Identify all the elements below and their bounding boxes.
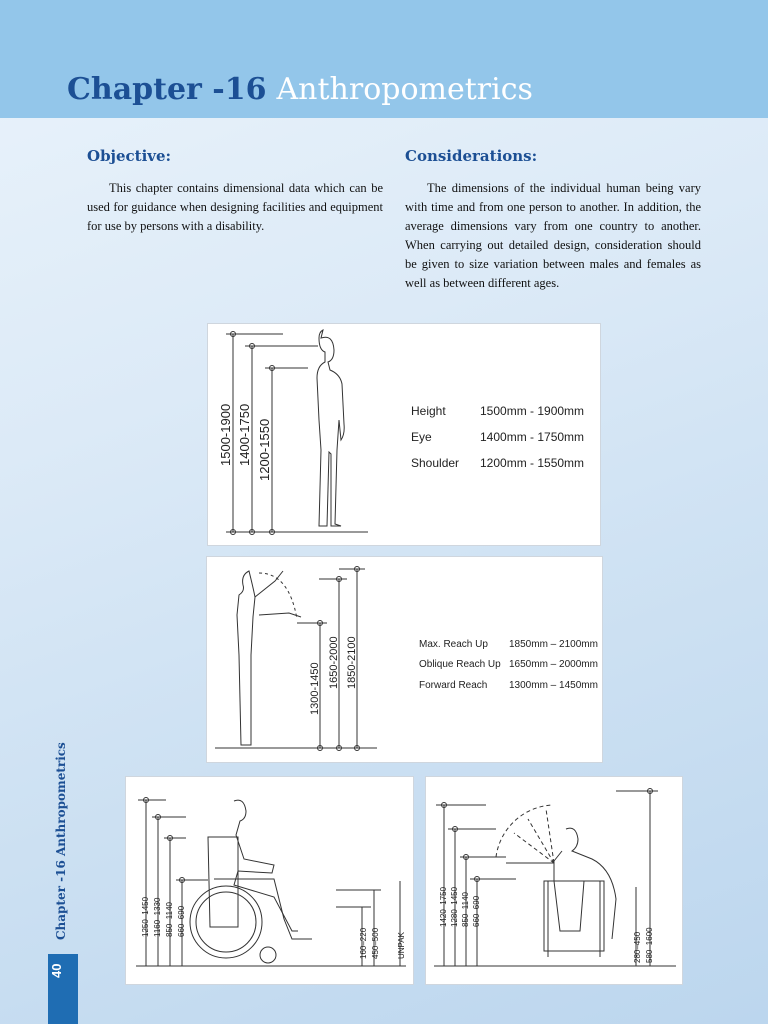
dim-label: 850–1140	[165, 902, 174, 937]
dim-label: 1250–1450	[141, 896, 150, 937]
row-value: 1500mm - 1900mm	[480, 404, 585, 418]
row-value: 1400mm - 1750mm	[480, 430, 585, 444]
dim-label: 160–220	[359, 927, 368, 959]
figure-wheelchair-side	[125, 776, 414, 985]
row-value: 1650mm – 2000mm	[509, 659, 598, 670]
considerations-heading: Considerations:	[405, 147, 538, 165]
dim-label: 1280–1450	[450, 886, 459, 927]
dim-label: 850–1140	[461, 892, 470, 927]
side-chapter-label: Chapter -16 Anthropometrics	[54, 742, 68, 940]
figure-standing-dimensions	[207, 323, 601, 546]
dim-label: 580–1600	[645, 927, 654, 963]
chapter-title	[67, 70, 533, 110]
row-value: 1200mm - 1550mm	[480, 456, 585, 470]
figure-wheelchair-front	[425, 776, 683, 985]
dim-label: 1500-1900	[218, 403, 233, 466]
dim-label: UNPAK	[397, 932, 406, 959]
row-label: Oblique Reach Up	[419, 659, 501, 670]
considerations-section	[405, 147, 701, 293]
dim-label: 660–690	[472, 895, 481, 927]
row-label: Eye	[411, 430, 432, 444]
row-value: 1850mm – 2100mm	[509, 639, 598, 650]
row-label: Shoulder	[411, 456, 460, 470]
row-label: Max. Reach Up	[419, 639, 488, 650]
row-label: Forward Reach	[419, 680, 488, 691]
chapter-number: Chapter -16	[67, 72, 267, 107]
objective-section	[87, 147, 383, 236]
dim-label: 1850-2100	[346, 636, 358, 689]
dim-label: 660–690	[177, 905, 186, 937]
dim-label: 1400-1750	[237, 403, 252, 466]
figure-reach-dimensions	[206, 556, 603, 763]
dim-label: 280–450	[633, 931, 642, 963]
dim-label: 1420–1750	[439, 886, 448, 927]
dim-label: 1160–1330	[153, 897, 162, 937]
row-value: 1300mm – 1450mm	[509, 680, 598, 691]
dim-label: 1650-2000	[328, 636, 340, 689]
dim-label: 450–500	[371, 927, 380, 959]
dim-label: 1300-1450	[309, 662, 321, 715]
dim-label: 1200-1550	[257, 418, 272, 481]
chapter-name: Anthropometrics	[276, 72, 533, 107]
objective-text: This chapter contains dimensional data which can be used for guidance when designing facilities and equipment for use by persons with a disability.	[87, 181, 383, 233]
page-number: 40	[49, 963, 64, 979]
considerations-text: The dimensions of the individual human being vary with time and from one person to another. In addition, the average dimensions vary from one country to another. When carrying out detailed design, consideration should be given to size variation between males and females as well as between different ages.	[405, 181, 701, 290]
row-label: Height	[411, 404, 446, 418]
objective-heading: Objective:	[87, 147, 172, 165]
